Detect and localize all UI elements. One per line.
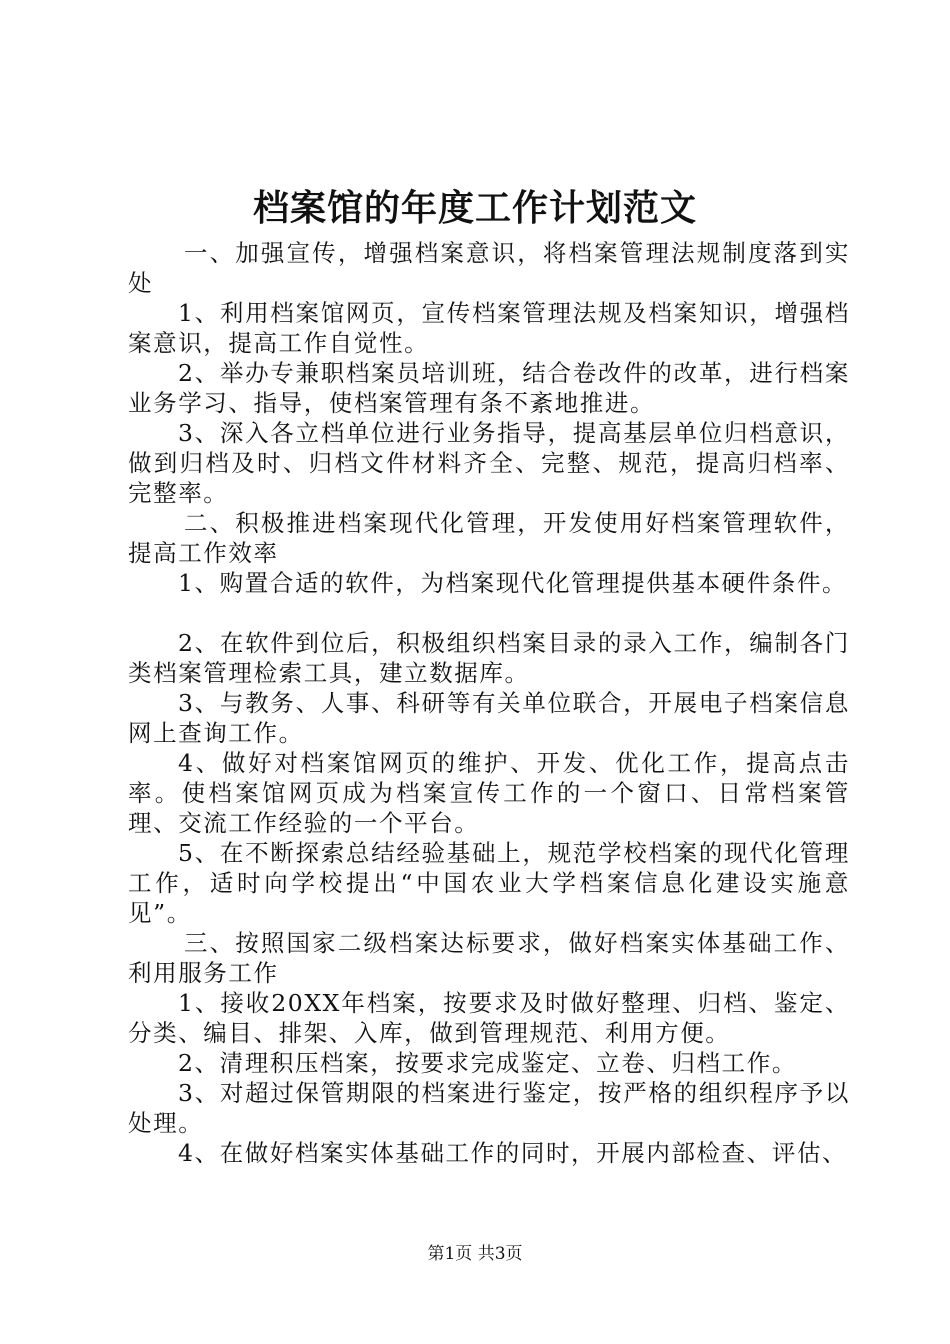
blank-line: [128, 598, 850, 628]
paragraph-2-2: 2、在软件到位后，积极组织档案目录的录入工作，编制各门类档案管理检索工具，建立数据库。: [128, 629, 850, 687]
section-heading-1: 一、加强宣传，增强档案意识，将档案管理法规制度落到实处: [128, 239, 850, 297]
page-footer: 第1页 共3页: [427, 1244, 523, 1264]
section-heading-3: 三、按照国家二级档案达标要求，做好档案实体基础工作、利用服务工作: [128, 929, 850, 987]
paragraph-3-3: 3、对超过保管期限的档案进行鉴定，按严格的组织程序予以处理。: [128, 1079, 850, 1137]
paragraph-2-4: 4、做好对档案馆网页的维护、开发、优化工作，提高点击率。使档案馆网页成为档案宣传工作的一个窗口、日常档案管理、交流工作经验的一个平台。: [128, 749, 850, 837]
paragraph-2-3: 3、与教务、人事、科研等有关单位联合，开展电子档案信息网上查询工作。: [128, 689, 850, 747]
paragraph-2-5: 5、在不断探索总结经验基础上，规范学校档案的现代化管理工作，适时向学校提出“中国农业大学档案信息化建设实施意见”。: [128, 839, 850, 927]
paragraph-1-3: 3、深入各立档单位进行业务指导，提高基层单位归档意识，做到归档及时、归档文件材料齐全、完整、规范，提高归档率、完整率。: [128, 419, 850, 507]
document-title: 档案馆的年度工作计划范文: [252, 187, 697, 229]
paragraph-2-1: 1、购置合适的软件，为档案现代化管理提供基本硬件条件。: [178, 569, 848, 597]
paragraph-1-2: 2、举办专兼职档案员培训班，结合卷改件的改革，进行档案业务学习、指导，使档案管理有条不紊地推进。: [128, 359, 850, 417]
paragraph-3-4: 4、在做好档案实体基础工作的同时，开展内部检查、评估、: [178, 1139, 848, 1167]
paragraph-3-1: 1、接收20XX年档案，按要求及时做好整理、归档、鉴定、分类、编目、排架、入库，做到管理规范、利用方便。: [128, 989, 850, 1047]
paragraph-1-1: 1、利用档案馆网页，宣传档案管理法规及档案知识，增强档案意识，提高工作自觉性。: [128, 299, 850, 357]
section-heading-2: 二、积极推进档案现代化管理，开发使用好档案管理软件，提高工作效率: [128, 509, 850, 567]
paragraph-3-2: 2、清理积压档案，按要求完成鉴定、立卷、归档工作。: [178, 1049, 797, 1077]
document-body: [128, 238, 850, 1168]
